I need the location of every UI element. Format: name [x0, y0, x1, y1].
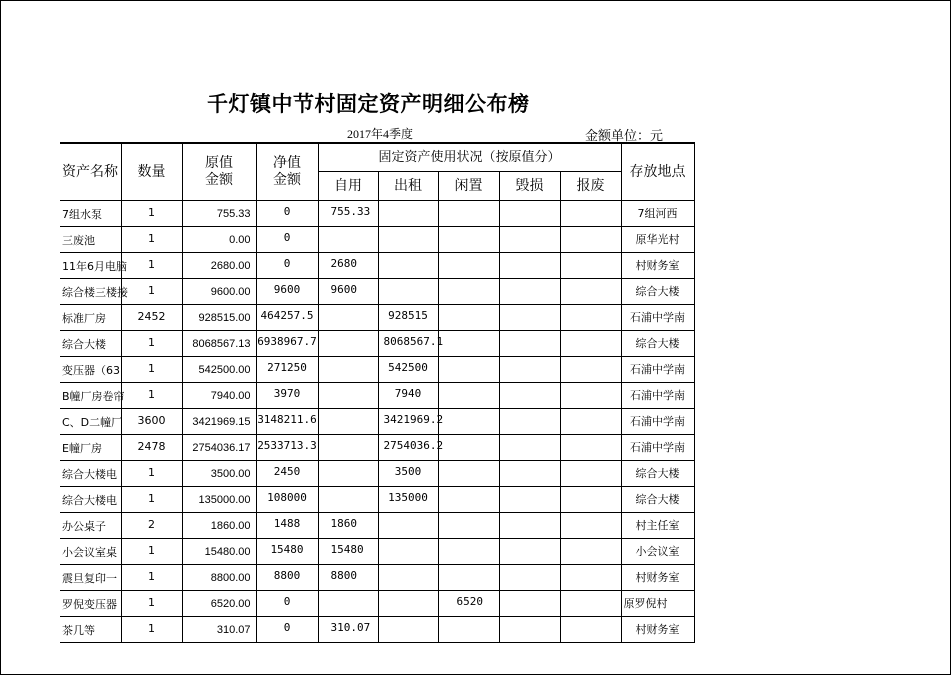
cell-idle [438, 305, 499, 331]
cell-scrapped [560, 591, 621, 617]
cell-asset-name: E幢厂房 [60, 435, 121, 461]
header-original-value [182, 143, 256, 201]
cell-net-value: 0 [256, 591, 318, 617]
header-damaged: 毁损 [499, 172, 560, 201]
cell-damaged [499, 513, 560, 539]
cell-location: 村主任室 [621, 513, 694, 539]
cell-rented [378, 513, 438, 539]
cell-damaged [499, 383, 560, 409]
header-quantity: 数量 [121, 143, 182, 201]
cell-damaged [499, 331, 560, 357]
cell-original-value: 3421969.15 [182, 409, 256, 435]
cell-asset-name: 罗倪变压器 [60, 591, 121, 617]
cell-rented [378, 617, 438, 643]
cell-damaged [499, 227, 560, 253]
cell-location: 综合大楼 [621, 487, 694, 513]
cell-idle [438, 513, 499, 539]
cell-rented [378, 591, 438, 617]
report-period: 2017年4季度 [347, 127, 414, 141]
header-original-value-line2: 金额 [205, 172, 233, 188]
header-rented: 出租 [378, 172, 438, 201]
cell-damaged [499, 435, 560, 461]
cell-scrapped [560, 409, 621, 435]
cell-rented [378, 201, 438, 227]
cell-net-value: 2533713.3 [256, 435, 318, 461]
table-row [60, 279, 694, 305]
header-asset-name: 资产名称 [60, 143, 121, 201]
cell-location: 村财务室 [621, 565, 694, 591]
cell-asset-name: 标准厂房 [60, 305, 121, 331]
header-net-value-line2: 金额 [273, 172, 301, 188]
cell-idle [438, 227, 499, 253]
cell-scrapped [560, 435, 621, 461]
table-row [60, 331, 694, 357]
cell-net-value: 108000 [256, 487, 318, 513]
cell-location: 石浦中学南 [621, 305, 694, 331]
cell-damaged [499, 461, 560, 487]
table-row [60, 253, 694, 279]
table-row [60, 539, 694, 565]
cell-rented: 3421969.2 [378, 409, 438, 435]
asset-table [60, 142, 695, 643]
cell-self-use [318, 435, 378, 461]
cell-asset-name: 7组水泵 [60, 201, 121, 227]
table-row [60, 565, 694, 591]
cell-asset-name: 11年6月电脑 [60, 253, 121, 279]
cell-self-use: 755.33 [318, 201, 378, 227]
cell-location: 村财务室 [621, 253, 694, 279]
cell-original-value: 8800.00 [182, 565, 256, 591]
cell-asset-name: 三废池 [60, 227, 121, 253]
table-row [60, 513, 694, 539]
cell-net-value: 3148211.6 [256, 409, 318, 435]
cell-scrapped [560, 539, 621, 565]
cell-idle [438, 383, 499, 409]
cell-idle [438, 409, 499, 435]
cell-original-value: 928515.00 [182, 305, 256, 331]
table-row [60, 383, 694, 409]
cell-damaged [499, 201, 560, 227]
header-location: 存放地点 [621, 143, 694, 201]
cell-scrapped [560, 487, 621, 513]
cell-location: 7组河西 [621, 201, 694, 227]
cell-self-use [318, 227, 378, 253]
cell-quantity: 1 [121, 487, 182, 513]
cell-asset-name: 变压器（63 [60, 357, 121, 383]
cell-rented [378, 227, 438, 253]
cell-idle: 6520 [438, 591, 499, 617]
cell-scrapped [560, 617, 621, 643]
header-scrapped: 报废 [560, 172, 621, 201]
cell-asset-name: 小会议室桌 [60, 539, 121, 565]
cell-location: 村财务室 [621, 617, 694, 643]
cell-original-value: 755.33 [182, 201, 256, 227]
cell-location: 石浦中学南 [621, 435, 694, 461]
cell-self-use: 15480 [318, 539, 378, 565]
cell-net-value: 0 [256, 201, 318, 227]
amount-unit: 金额单位：元 [585, 129, 664, 144]
cell-idle [438, 279, 499, 305]
cell-net-value: 6938967.7 [256, 331, 318, 357]
cell-quantity: 1 [121, 591, 182, 617]
cell-scrapped [560, 383, 621, 409]
cell-original-value: 9600.00 [182, 279, 256, 305]
cell-rented [378, 539, 438, 565]
cell-asset-name: 震旦复印一 [60, 565, 121, 591]
cell-quantity: 1 [121, 383, 182, 409]
cell-idle [438, 461, 499, 487]
cell-self-use [318, 409, 378, 435]
cell-rented: 542500 [378, 357, 438, 383]
cell-rented: 3500 [378, 461, 438, 487]
cell-damaged [499, 591, 560, 617]
cell-rented: 135000 [378, 487, 438, 513]
cell-scrapped [560, 227, 621, 253]
table-row [60, 617, 694, 643]
cell-original-value: 135000.00 [182, 487, 256, 513]
table-row [60, 305, 694, 331]
cell-scrapped [560, 279, 621, 305]
header-self-use: 自用 [318, 172, 378, 201]
cell-location: 综合大楼 [621, 331, 694, 357]
cell-location: 综合大楼 [621, 279, 694, 305]
cell-damaged [499, 279, 560, 305]
cell-damaged [499, 539, 560, 565]
cell-scrapped [560, 253, 621, 279]
cell-scrapped [560, 331, 621, 357]
cell-idle [438, 487, 499, 513]
cell-damaged [499, 617, 560, 643]
cell-quantity: 1 [121, 279, 182, 305]
cell-asset-name: C、D二幢厂 [60, 409, 121, 435]
cell-damaged [499, 565, 560, 591]
cell-damaged [499, 357, 560, 383]
cell-quantity: 1 [121, 253, 182, 279]
cell-location: 石浦中学南 [621, 357, 694, 383]
cell-original-value: 2754036.17 [182, 435, 256, 461]
cell-scrapped [560, 513, 621, 539]
table-row [60, 201, 694, 227]
cell-scrapped [560, 357, 621, 383]
cell-quantity: 1 [121, 227, 182, 253]
cell-quantity: 1 [121, 461, 182, 487]
table-row [60, 357, 694, 383]
table-row [60, 435, 694, 461]
table-row [60, 409, 694, 435]
cell-idle [438, 617, 499, 643]
cell-quantity: 1 [121, 565, 182, 591]
cell-self-use [318, 461, 378, 487]
cell-location: 石浦中学南 [621, 383, 694, 409]
cell-net-value: 271250 [256, 357, 318, 383]
cell-self-use: 2680 [318, 253, 378, 279]
cell-asset-name: 茶几等 [60, 617, 121, 643]
cell-quantity: 1 [121, 539, 182, 565]
cell-scrapped [560, 565, 621, 591]
cell-original-value: 2680.00 [182, 253, 256, 279]
table-row [60, 487, 694, 513]
cell-damaged [499, 253, 560, 279]
table-row [60, 227, 694, 253]
cell-net-value: 0 [256, 617, 318, 643]
cell-self-use: 1860 [318, 513, 378, 539]
header-idle: 闲置 [438, 172, 499, 201]
cell-scrapped [560, 305, 621, 331]
cell-original-value: 8068567.13 [182, 331, 256, 357]
header-net-value-line1: 净值 [273, 155, 301, 171]
table-row [60, 461, 694, 487]
cell-location: 小会议室 [621, 539, 694, 565]
cell-self-use [318, 383, 378, 409]
cell-damaged [499, 305, 560, 331]
cell-quantity: 1 [121, 331, 182, 357]
cell-asset-name: 办公桌子 [60, 513, 121, 539]
cell-rented: 7940 [378, 383, 438, 409]
cell-quantity: 1 [121, 617, 182, 643]
cell-idle [438, 331, 499, 357]
cell-quantity: 1 [121, 201, 182, 227]
cell-rented: 8068567.1 [378, 331, 438, 357]
cell-self-use [318, 357, 378, 383]
page-title: 千灯镇中节村固定资产明细公布榜 [207, 92, 530, 116]
cell-damaged [499, 409, 560, 435]
cell-self-use [318, 305, 378, 331]
cell-location: 原华光村 [621, 227, 694, 253]
cell-rented [378, 565, 438, 591]
cell-rented [378, 253, 438, 279]
cell-location: 原罗倪村 [621, 591, 694, 617]
cell-net-value: 3970 [256, 383, 318, 409]
cell-net-value: 15480 [256, 539, 318, 565]
cell-net-value: 8800 [256, 565, 318, 591]
cell-original-value: 310.07 [182, 617, 256, 643]
cell-net-value: 2450 [256, 461, 318, 487]
cell-location: 综合大楼 [621, 461, 694, 487]
cell-self-use: 8800 [318, 565, 378, 591]
cell-quantity: 2452 [121, 305, 182, 331]
cell-quantity: 3600 [121, 409, 182, 435]
cell-net-value: 9600 [256, 279, 318, 305]
cell-idle [438, 539, 499, 565]
cell-net-value: 0 [256, 227, 318, 253]
cell-asset-name: 综合大楼电 [60, 461, 121, 487]
cell-scrapped [560, 201, 621, 227]
cell-self-use: 310.07 [318, 617, 378, 643]
cell-original-value: 0.00 [182, 227, 256, 253]
header-net-value [256, 143, 318, 201]
table-row [60, 591, 694, 617]
header-original-value-line1: 原值 [205, 155, 233, 171]
cell-net-value: 464257.5 [256, 305, 318, 331]
cell-self-use [318, 331, 378, 357]
cell-quantity: 2 [121, 513, 182, 539]
cell-location: 石浦中学南 [621, 409, 694, 435]
cell-idle [438, 357, 499, 383]
cell-net-value: 0 [256, 253, 318, 279]
cell-original-value: 3500.00 [182, 461, 256, 487]
cell-asset-name: 综合大楼电 [60, 487, 121, 513]
cell-idle [438, 201, 499, 227]
cell-original-value: 542500.00 [182, 357, 256, 383]
cell-rented: 2754036.2 [378, 435, 438, 461]
cell-idle [438, 565, 499, 591]
cell-asset-name: 综合大楼 [60, 331, 121, 357]
cell-original-value: 1860.00 [182, 513, 256, 539]
cell-original-value: 15480.00 [182, 539, 256, 565]
cell-original-value: 7940.00 [182, 383, 256, 409]
cell-net-value: 1488 [256, 513, 318, 539]
cell-self-use: 9600 [318, 279, 378, 305]
cell-self-use [318, 591, 378, 617]
cell-rented [378, 279, 438, 305]
cell-rented: 928515 [378, 305, 438, 331]
cell-quantity: 2478 [121, 435, 182, 461]
cell-idle [438, 435, 499, 461]
cell-asset-name: 综合楼三楼接 [60, 279, 121, 305]
cell-original-value: 6520.00 [182, 591, 256, 617]
cell-asset-name: B幢厂房卷帘 [60, 383, 121, 409]
cell-self-use [318, 487, 378, 513]
header-usage-status: 固定资产使用状况（按原值分） [318, 143, 621, 172]
cell-damaged [499, 487, 560, 513]
cell-idle [438, 253, 499, 279]
cell-scrapped [560, 461, 621, 487]
cell-quantity: 1 [121, 357, 182, 383]
